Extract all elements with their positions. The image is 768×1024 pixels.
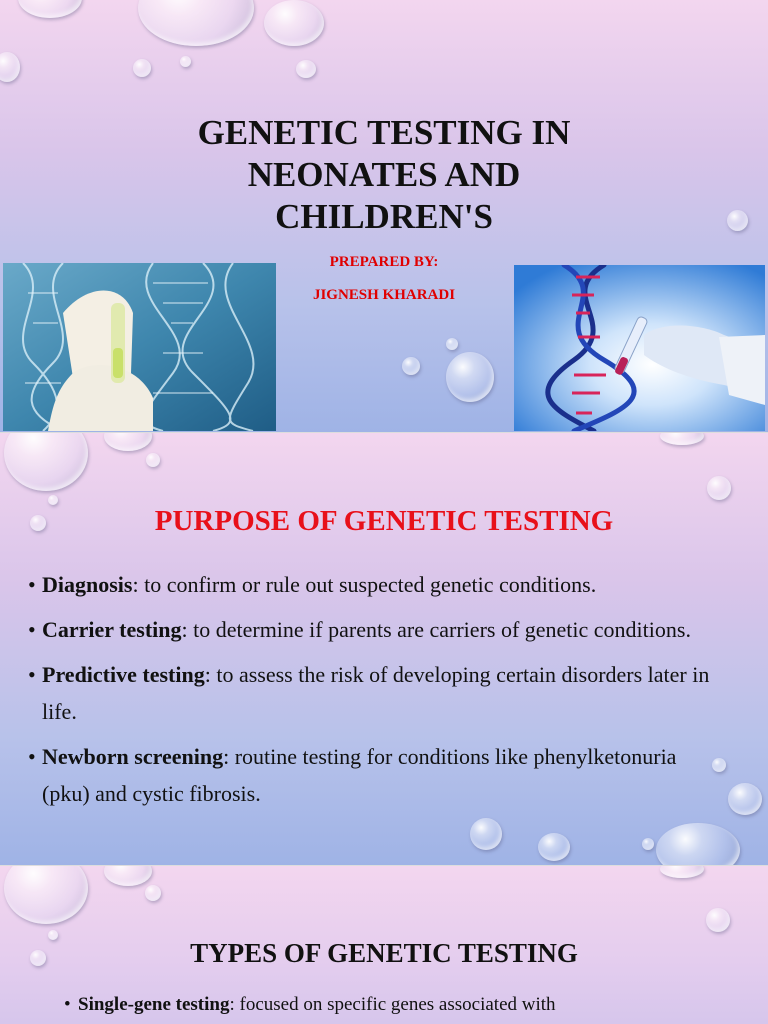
types-slide: [0, 866, 768, 1024]
bullet-icon: •: [28, 744, 36, 769]
water-drop-decoration: [180, 56, 191, 67]
water-drop-decoration: [18, 0, 82, 18]
water-drop-decoration: [706, 908, 730, 932]
list-item: [28, 566, 718, 603]
types-list: [64, 990, 744, 1020]
water-drop-decoration: [4, 866, 88, 924]
bullet-text: : to confirm or rule out suspected genetic conditions.: [132, 572, 597, 597]
water-drop-decoration: [402, 357, 420, 375]
water-drop-decoration: [48, 495, 58, 505]
list-item: [28, 656, 718, 730]
bullet-term: Single-gene testing: [78, 994, 230, 1015]
bullet-term: Diagnosis: [42, 572, 133, 597]
water-drop-decoration: [707, 476, 731, 500]
water-drop-decoration: [133, 59, 151, 77]
water-drop-decoration: [446, 352, 494, 402]
purpose-list: [28, 566, 718, 820]
water-drop-decoration: [538, 833, 570, 861]
title-line: CHILDREN'S: [275, 197, 493, 236]
bullet-icon: •: [28, 617, 36, 642]
water-drop-decoration: [145, 885, 161, 901]
bullet-term: Carrier testing: [42, 617, 182, 642]
water-drop-decoration: [660, 866, 704, 878]
dna-hands-test-tube-photo: [3, 263, 276, 431]
water-drop-decoration: [446, 338, 458, 350]
bullet-text: : to determine if parents are carriers of genetic conditions.: [181, 617, 691, 642]
slide-title: PURPOSE OF GENETIC TESTING: [154, 505, 614, 537]
prepared-by-label: PREPARED BY:: [329, 254, 439, 270]
slide-title: TYPES OF GENETIC TESTING: [190, 938, 578, 968]
water-drop-decoration: [146, 453, 160, 467]
title-line: GENETIC TESTING IN: [197, 113, 571, 152]
purpose-slide: [0, 433, 768, 865]
water-drop-decoration: [104, 866, 152, 886]
bullet-text: : focused on specific genes associated with: [229, 994, 556, 1015]
title-line: NEONATES AND: [247, 155, 521, 194]
bullet-icon: •: [28, 662, 36, 687]
water-drop-decoration: [104, 433, 152, 451]
water-drop-decoration: [656, 823, 740, 865]
list-item: [28, 611, 718, 648]
bullet-term: Newborn screening: [42, 744, 224, 769]
dna-helix-test-tube-photo: [514, 265, 765, 431]
water-drop-decoration: [138, 0, 254, 46]
water-drop-decoration: [0, 52, 20, 82]
water-drop-decoration: [660, 433, 704, 445]
bullet-text: : to assess the risk of developing certain disorders later in life.: [42, 662, 710, 724]
list-item: [64, 990, 744, 1020]
water-drop-decoration: [4, 433, 88, 491]
list-item: [28, 738, 718, 812]
water-drop-decoration: [728, 783, 762, 815]
water-drop-decoration: [470, 818, 502, 850]
bullet-text: : routine testing for conditions like phenylketonuria (pku) and cystic fibrosis.: [42, 744, 677, 806]
slide-title: [0, 112, 768, 238]
water-drop-decoration: [264, 0, 324, 46]
title-slide: [0, 0, 768, 432]
bullet-icon: •: [64, 994, 71, 1015]
bullet-term: Predictive testing: [42, 662, 205, 687]
bullet-icon: •: [28, 572, 36, 597]
water-drop-decoration: [296, 60, 316, 78]
water-drop-decoration: [642, 838, 654, 850]
author-name: JIGNESH KHARADI: [312, 287, 456, 303]
